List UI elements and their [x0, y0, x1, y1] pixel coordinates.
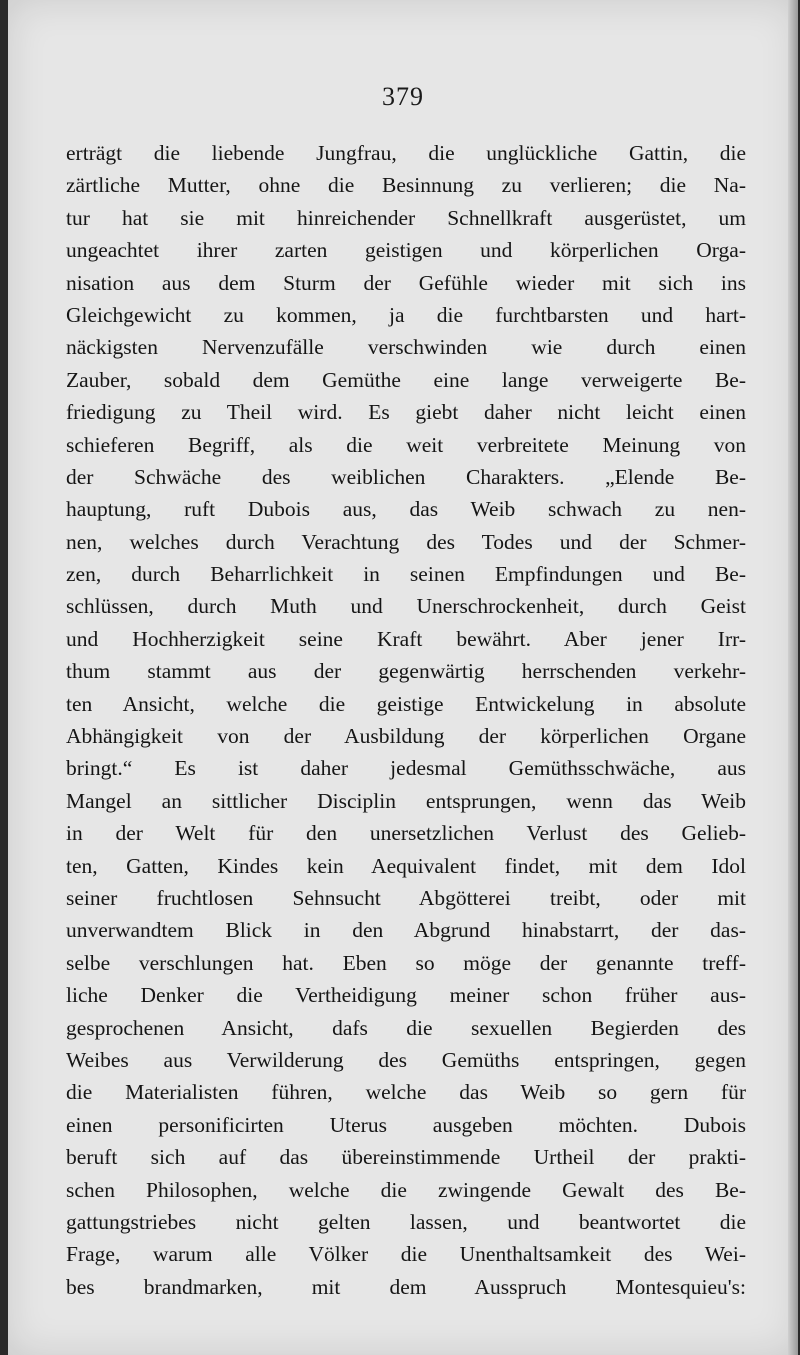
text-line: Zauber, sobald dem Gemüthe eine lange verweigerte Be-: [66, 367, 746, 392]
text-line: Weibes aus Verwilderung des Gemüths entspringen, gegen: [66, 1047, 746, 1072]
page-edge-shadow: [788, 0, 798, 1355]
text-line: und Hochherzigkeit seine Kraft bewährt. Aber jener Irr-: [66, 626, 746, 651]
page-number: 379: [382, 82, 424, 111]
text-line: bes brandmarken, mit dem Ausspruch Montesquieu's:: [66, 1274, 746, 1299]
text-line: der Schwäche des weiblichen Charakters. „Elende Be-: [66, 464, 746, 489]
text-line: die Materialisten führen, welche das Weib so gern für: [66, 1080, 746, 1105]
text-line: zärtliche Mutter, ohne die Besinnung zu verlieren; die Na-: [66, 173, 746, 198]
text-line: erträgt die liebende Jungfrau, die unglückliche Gattin, die: [66, 141, 746, 165]
text-line: liche Denker die Vertheidigung meiner schon früher aus-: [66, 983, 746, 1008]
text-line: ungeachtet ihrer zarten geistigen und körperlichen Orga-: [66, 238, 746, 263]
text-line: ten Ansicht, welche die geistige Entwickelung in absolute: [66, 691, 746, 716]
text-line: beruft sich auf das übereinstimmende Urtheil der prakti-: [66, 1145, 746, 1170]
text-line: nen, welches durch Verachtung des Todes und der Schmer-: [66, 529, 746, 554]
text-line: nisation aus dem Sturm der Gefühle wieder mit sich ins: [66, 270, 746, 295]
text-line: gesprochenen Ansicht, dafs die sexuellen Begierden des: [66, 1015, 746, 1040]
text-line: einen personificirten Uterus ausgeben möchten. Dubois: [66, 1112, 746, 1137]
text-line: hauptung, ruft Dubois aus, das Weib schwach zu nen-: [66, 497, 746, 522]
text-line: Abhängigkeit von der Ausbildung der körperlichen Organe: [66, 724, 746, 749]
text-line: selbe verschlungen hat. Eben so möge der genannte treff-: [66, 950, 746, 975]
text-line: ten, Gatten, Kindes kein Aequivalent findet, mit dem Idol: [66, 853, 746, 878]
text-line: thum stammt aus der gegenwärtig herrschenden verkehr-: [66, 659, 746, 684]
text-line: seiner fruchtlosen Sehnsucht Abgötterei treibt, oder mit: [66, 885, 746, 910]
text-line: friedigung zu Theil wird. Es giebt daher nicht leicht einen: [66, 400, 746, 425]
text-line: in der Welt für den unersetzlichen Verlust des Gelieb-: [66, 821, 746, 846]
body-text: [66, 137, 746, 1303]
text-line: näckigsten Nervenzufälle verschwinden wie durch einen: [66, 335, 746, 360]
text-line: unverwandtem Blick in den Abgrund hinabstarrt, der das-: [66, 918, 746, 943]
text-line: bringt.“ Es ist daher jedesmal Gemüthsschwäche, aus: [66, 756, 746, 781]
text-line: schlüssen, durch Muth und Unerschrockenheit, durch Geist: [66, 594, 746, 619]
text-line: schen Philosophen, welche die zwingende Gewalt des Be-: [66, 1177, 746, 1202]
text-line: tur hat sie mit hinreichender Schnellkraft ausgerüstet, um: [66, 205, 746, 230]
text-line: schieferen Begriff, als die weit verbreitete Meinung von: [66, 432, 746, 457]
book-page: [8, 0, 798, 1355]
text-line: Mangel an sittlicher Disciplin entsprungen, wenn das Weib: [66, 788, 746, 813]
text-line: Gleichgewicht zu kommen, ja die furchtbarsten und hart-: [66, 302, 746, 327]
text-line: gattungstriebes nicht gelten lassen, und beantwortet die: [66, 1209, 746, 1234]
text-line: Frage, warum alle Völker die Unenthaltsamkeit des Wei-: [66, 1242, 746, 1267]
text-line: zen, durch Beharrlichkeit in seinen Empfindungen und Be-: [66, 562, 746, 587]
